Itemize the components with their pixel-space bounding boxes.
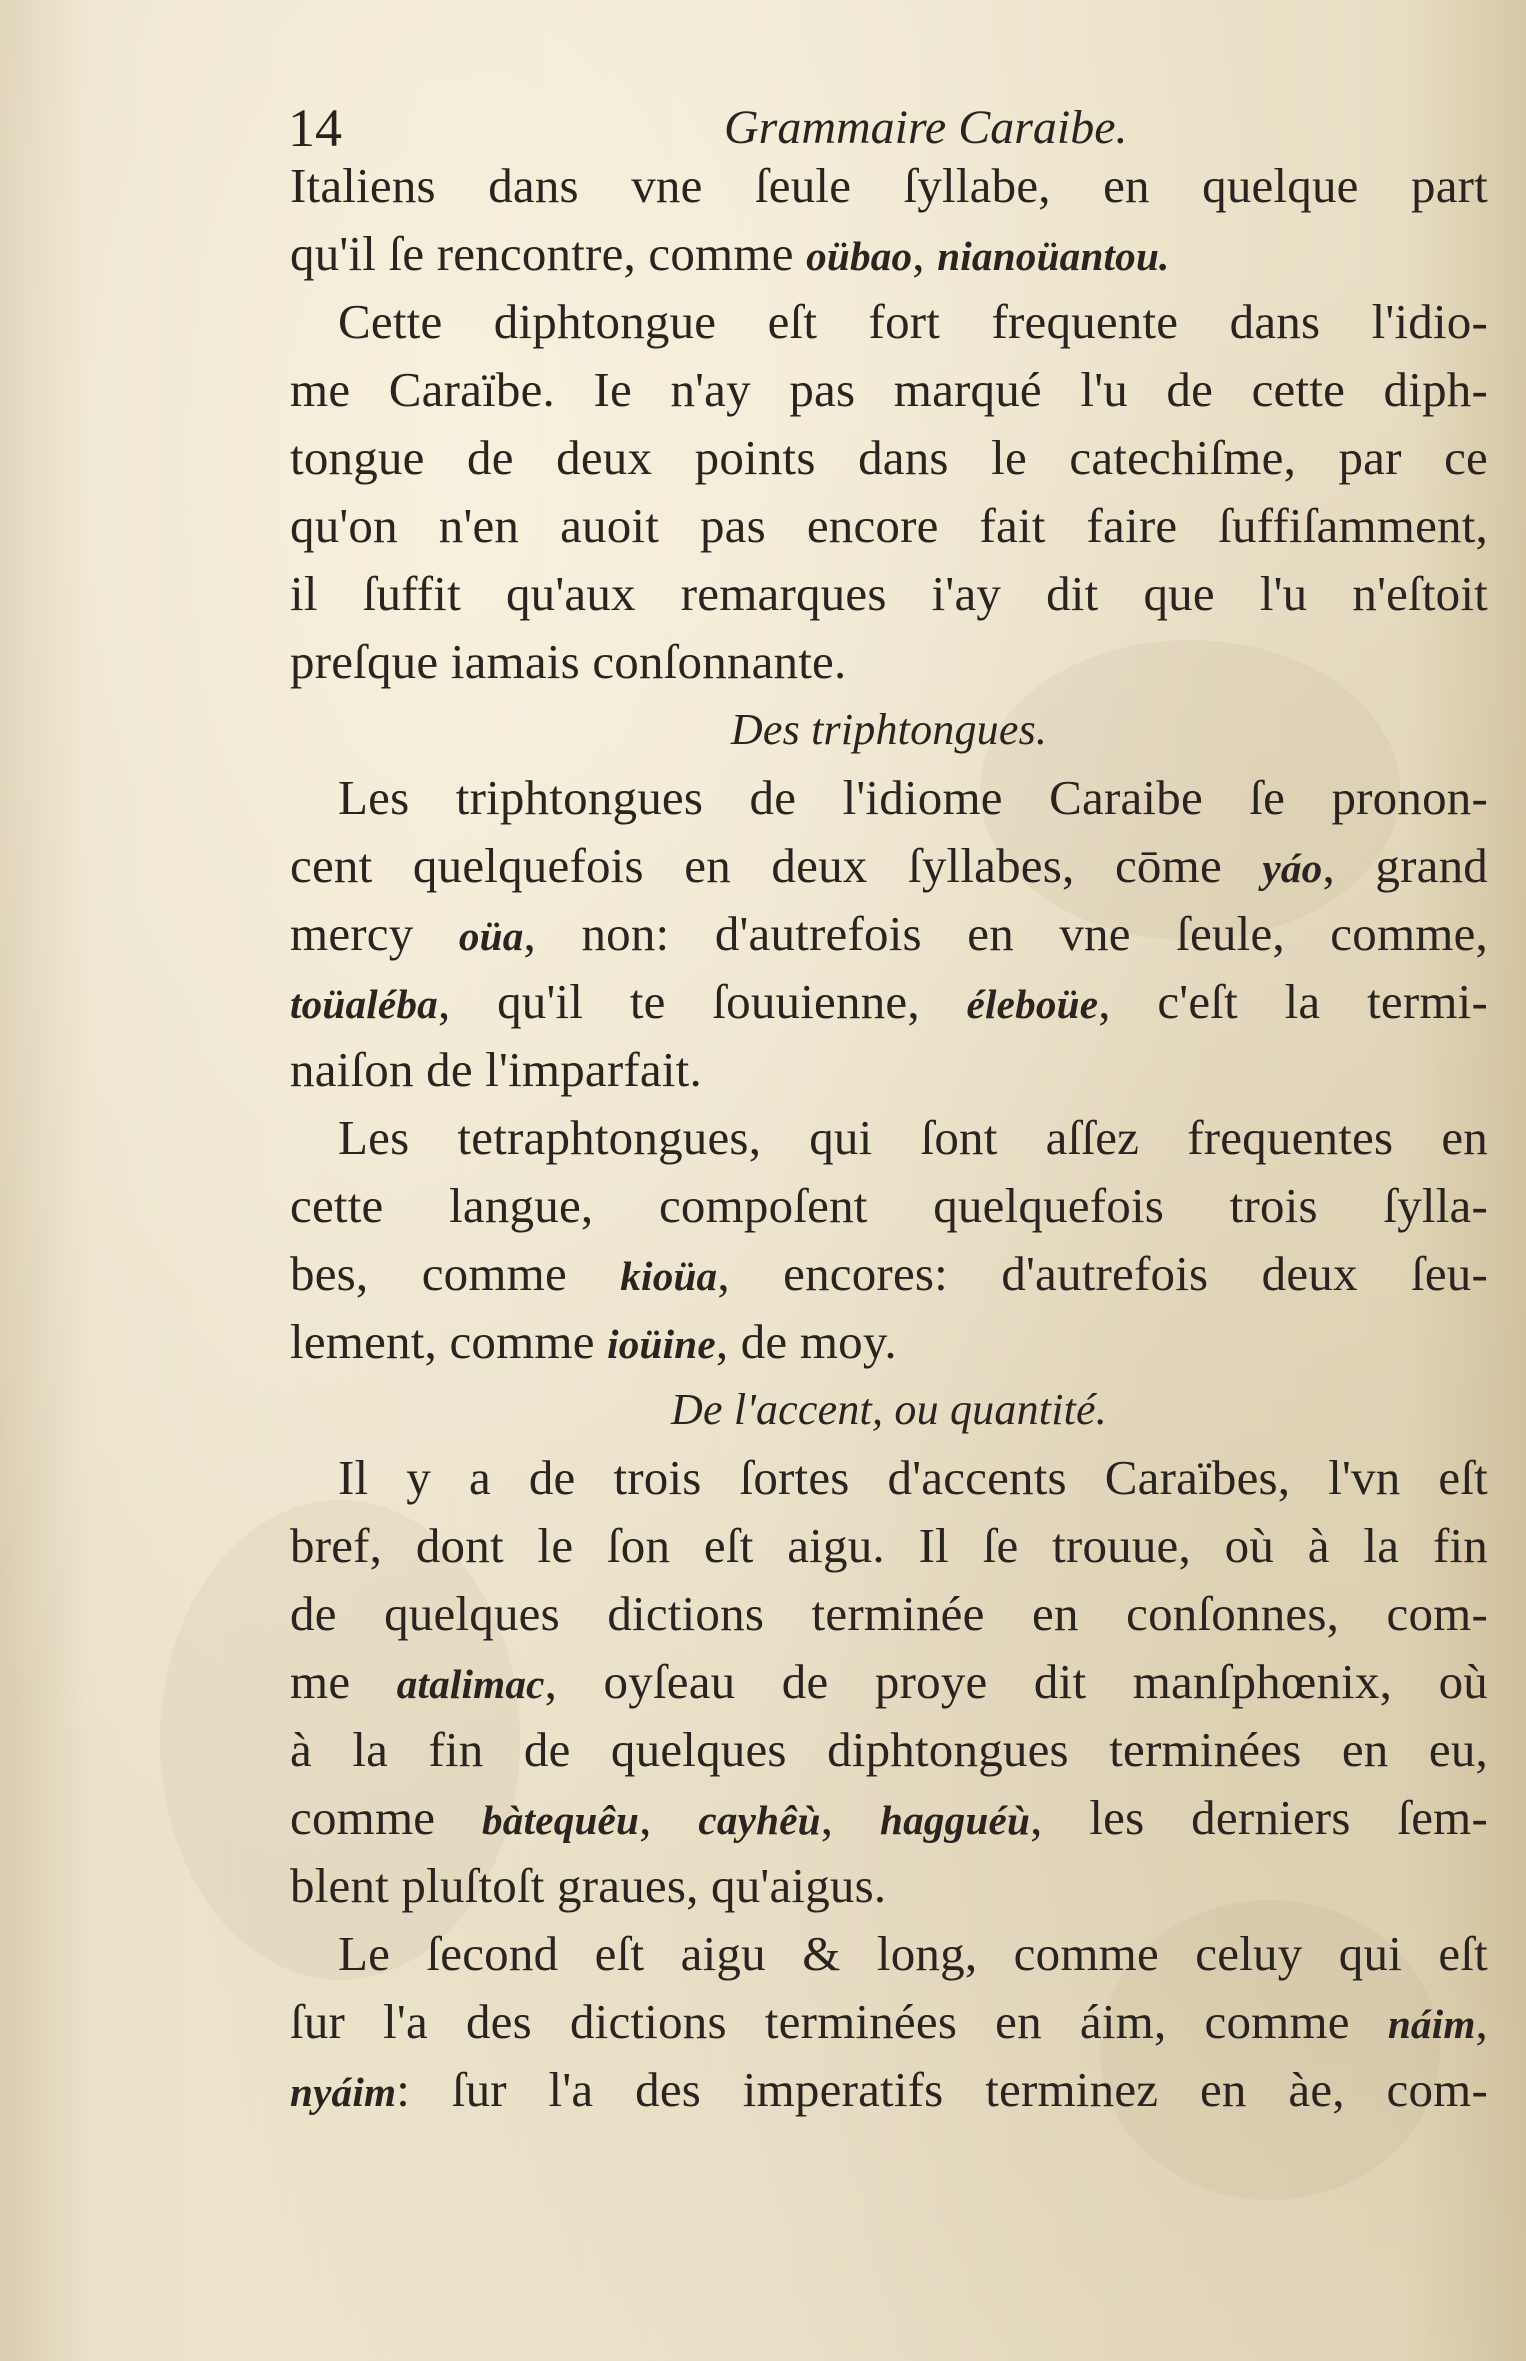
- text-segment: bes, comme: [290, 1246, 621, 1301]
- caribbean-word: kioüa: [620, 1253, 718, 1299]
- caribbean-word: cayhêù: [698, 1797, 821, 1843]
- text-segment: Les tetraphtongues, qui ſont aſſez frequentes en: [338, 1110, 1488, 1165]
- text-segment: blent pluſtoſt graues, qu'aigus.: [290, 1858, 887, 1913]
- text-block: [290, 152, 1488, 2124]
- text-segment: de quelques dictions terminée en conſonnes, com-: [290, 1586, 1488, 1641]
- text-segment: , non: d'autrefois en vne ſeule, comme,: [523, 906, 1488, 961]
- text-line: [290, 1784, 1488, 1852]
- text-segment: : ſur l'a des imperatifs terminez en àe, com-: [396, 2062, 1488, 2117]
- text-line: [290, 628, 1488, 696]
- text-segment: qu'on n'en auoit pas encore fait faire ſuffiſamment,: [290, 498, 1488, 553]
- text-segment: Le ſecond eſt aigu & long, comme celuy qui eſt: [338, 1926, 1488, 1981]
- text-line: [290, 832, 1488, 900]
- text-segment: me Caraïbe. Ie n'ay pas marqué l'u de cette diph-: [290, 362, 1488, 417]
- text-segment: Des triphtongues.: [730, 705, 1048, 754]
- text-segment: , encores: d'autrefois deux ſeu-: [717, 1246, 1488, 1301]
- text-line: [290, 152, 1488, 220]
- text-segment: cent quelquefois en deux ſyllabes, cōme: [290, 838, 1263, 893]
- caribbean-word: oübao: [806, 233, 913, 279]
- text-line: [290, 764, 1488, 832]
- text-line: [290, 560, 1488, 628]
- text-segment: lement, comme: [290, 1314, 608, 1369]
- text-line: [290, 1512, 1488, 1580]
- text-line: [290, 288, 1488, 356]
- section-heading: [290, 696, 1488, 764]
- text-segment: me: [290, 1654, 397, 1709]
- text-line: [290, 424, 1488, 492]
- caribbean-word: náim: [1387, 2001, 1476, 2047]
- text-segment: Les triphtongues de l'idiome Caraibe ſe pronon-: [338, 770, 1488, 825]
- text-segment: ſur l'a des dictions terminées en áim, comme: [290, 1994, 1388, 2049]
- caribbean-word: hagguéù: [880, 1797, 1031, 1843]
- caribbean-word: nianoüantou.: [937, 233, 1170, 279]
- text-segment: il ſuffit qu'aux remarques i'ay dit que l'u n'eſtoit: [290, 566, 1488, 621]
- caribbean-word: nyáim: [290, 2069, 397, 2115]
- text-line: [290, 1172, 1488, 1240]
- text-segment: naiſon de l'imparfait.: [290, 1042, 702, 1097]
- text-segment: , grand: [1322, 838, 1488, 893]
- text-segment: Italiens dans vne ſeule ſyllabe, en quelque part: [290, 158, 1488, 213]
- text-segment: mercy: [290, 906, 459, 961]
- text-segment: preſque iamais conſonnante.: [290, 634, 847, 689]
- text-line: [290, 1920, 1488, 1988]
- text-line: [290, 492, 1488, 560]
- text-segment: tongue de deux points dans le catechiſme, par ce: [290, 430, 1488, 485]
- page-number: 14: [288, 98, 342, 158]
- text-line: [290, 220, 1488, 288]
- text-line: [290, 1308, 1488, 1376]
- caribbean-word: atalimac: [396, 1661, 545, 1707]
- text-segment: comme: [290, 1790, 483, 1845]
- text-segment: , oyſeau de proye dit manſphœnix, où: [544, 1654, 1488, 1709]
- text-line: [290, 1716, 1488, 1784]
- section-heading: [290, 1376, 1488, 1444]
- text-line: [290, 356, 1488, 424]
- text-segment: , de moy.: [715, 1314, 897, 1369]
- caribbean-word: yáo: [1262, 845, 1323, 891]
- text-segment: cette langue, compoſent quelquefois trois ſylla-: [290, 1178, 1488, 1233]
- text-segment: ,: [1475, 1994, 1488, 2049]
- text-segment: , qu'il te ſouuienne,: [437, 974, 967, 1029]
- text-line: [290, 1444, 1488, 1512]
- caribbean-word: oüa: [458, 913, 524, 959]
- text-segment: Cette diphtongue eſt fort frequente dans l'idio-: [338, 294, 1488, 349]
- caribbean-word: ioüine: [607, 1321, 716, 1367]
- text-segment: ,: [639, 1790, 699, 1845]
- text-segment: Il y a de trois ſortes d'accents Caraïbes, l'vn eſt: [338, 1450, 1488, 1505]
- text-line: [290, 900, 1488, 968]
- text-segment: , c'eſt la termi-: [1098, 974, 1488, 1029]
- text-segment: De l'accent, ou quantité.: [671, 1385, 1107, 1434]
- text-segment: ,: [912, 226, 938, 281]
- caribbean-word: éleboüe: [966, 981, 1099, 1027]
- text-line: [290, 1580, 1488, 1648]
- text-line: [290, 1036, 1488, 1104]
- text-segment: à la fin de quelques diphtongues terminées en eu,: [290, 1722, 1488, 1777]
- text-segment: qu'il ſe rencontre, comme: [290, 226, 807, 281]
- text-line: [290, 1852, 1488, 1920]
- caribbean-word: bàtequêu: [482, 1797, 640, 1843]
- text-line: [290, 1988, 1488, 2056]
- text-line: [290, 1648, 1488, 1716]
- text-line: [290, 1240, 1488, 1308]
- text-segment: , les derniers ſem-: [1030, 1790, 1488, 1845]
- text-line: [290, 1104, 1488, 1172]
- text-line: [290, 2056, 1488, 2124]
- text-line: [290, 968, 1488, 1036]
- text-segment: bref, dont le ſon eſt aigu. Il ſe trouue, où à la fin: [290, 1518, 1488, 1573]
- caribbean-word: toüaléba: [290, 981, 438, 1027]
- running-title: Grammaire Caraibe.: [724, 101, 1128, 154]
- text-segment: ,: [820, 1790, 881, 1845]
